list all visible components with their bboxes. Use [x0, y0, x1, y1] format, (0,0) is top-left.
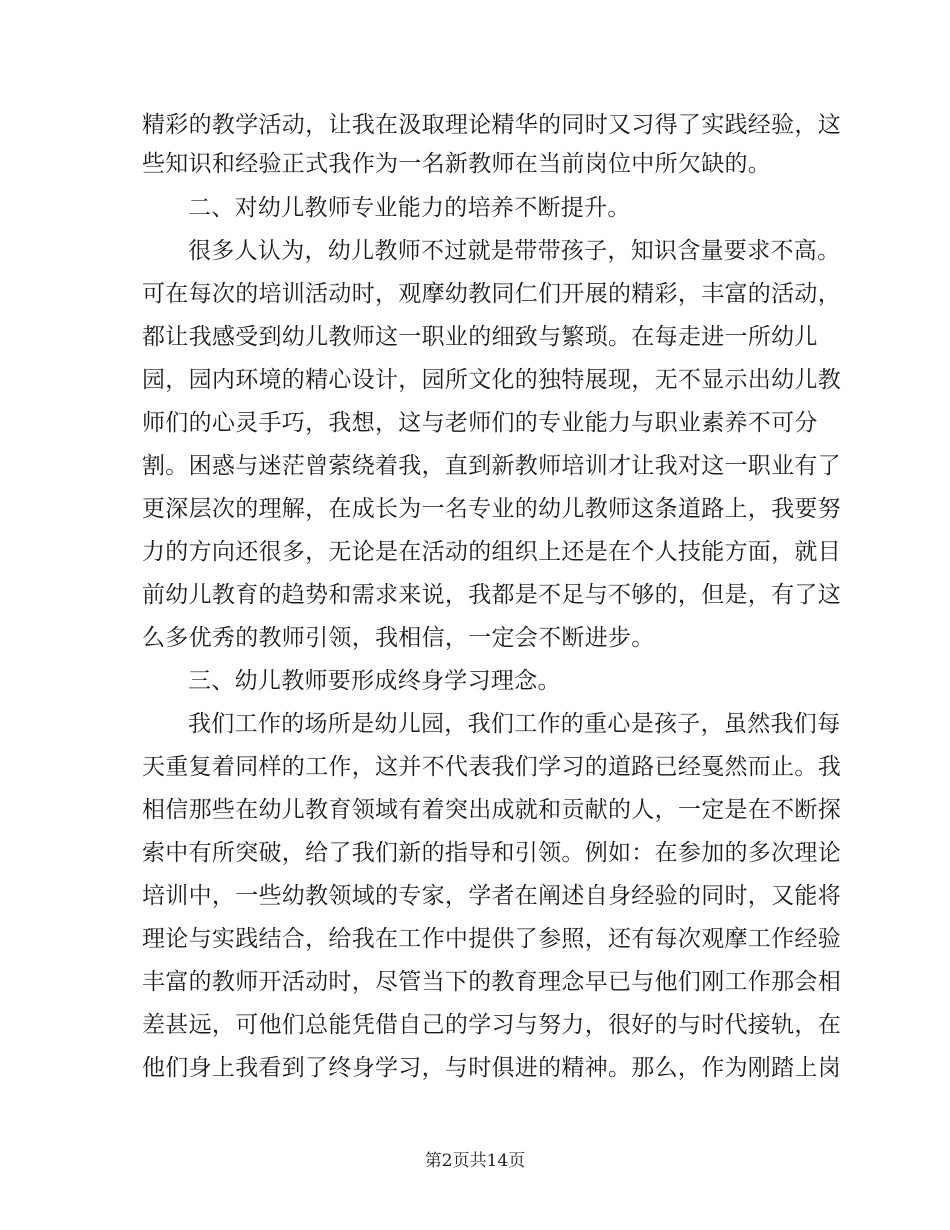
text-line: 力的方向还很多，无论是在活动的组织上还是在个人技能方面，就目 — [142, 539, 841, 565]
page-number: 第2页共14页 — [424, 1151, 526, 1171]
text-line: 理论与实践结合，给我在工作中提供了参照，还有每次观摩工作经验 — [142, 926, 841, 952]
text-line: 培训中，一些幼教领域的专家，学者在阐述自身经验的同时，又能将 — [142, 883, 841, 909]
text-line: 割。困惑与迷茫曾萦绕着我，直到新教师培训才让我对这一职业有了 — [142, 453, 841, 479]
text-line: 些知识和经验正式我作为一名新教师在当前岗位中所欠缺的。 — [142, 151, 772, 177]
text-line: 我们工作的场所是幼儿园，我们工作的重心是孩子，虽然我们每 — [188, 711, 841, 737]
text-line: 相信那些在幼儿教育领域有着突出成就和贡献的人，一定是在不断探 — [142, 797, 841, 823]
text-line: 都让我感受到幼儿教师这一职业的细致与繁琐。在每走进一所幼儿 — [142, 324, 818, 350]
text-line: 更深层次的理解，在成长为一名专业的幼儿教师这条道路上，我要努 — [142, 496, 841, 522]
text-line: 他们身上我看到了终身学习，与时俱进的精神。那么，作为刚踏上岗 — [142, 1055, 841, 1081]
text-line: 很多人认为，幼儿教师不过就是带带孩子，知识含量要求不高。 — [188, 238, 841, 264]
text-line: 可在每次的培训活动时，观摩幼教同仁们开展的精彩，丰富的活动， — [142, 281, 841, 307]
text-line: 差甚远，可他们总能凭借自己的学习与努力，很好的与时代接轨，在 — [142, 1012, 841, 1038]
section-heading: 二、对幼儿教师专业能力的培养不断提升。 — [188, 195, 631, 221]
text-line: 园，园内环境的精心设计，园所文化的独特展现，无不显示出幼儿教 — [142, 367, 841, 393]
text-line: 前幼儿教育的趋势和需求来说，我都是不足与不够的，但是，有了这 — [142, 582, 841, 608]
text-line: 精彩的教学活动，让我在汲取理论精华的同时又习得了实践经验，这 — [142, 112, 841, 138]
text-line: 索中有所突破，给了我们新的指导和引领。例如：在参加的多次理论 — [142, 840, 841, 866]
text-line: 天重复着同样的工作，这并不代表我们学习的道路已经戛然而止。我 — [142, 754, 841, 780]
section-heading: 三、幼儿教师要形成终身学习理念。 — [188, 668, 561, 694]
text-line: 师们的心灵手巧，我想，这与老师们的专业能力与职业素养不可分 — [142, 410, 818, 436]
text-line: 丰富的教师开活动时，尽管当下的教育理念早已与他们刚工作那会相 — [142, 969, 841, 995]
text-line: 么多优秀的教师引领，我相信，一定会不断进步。 — [142, 625, 655, 651]
